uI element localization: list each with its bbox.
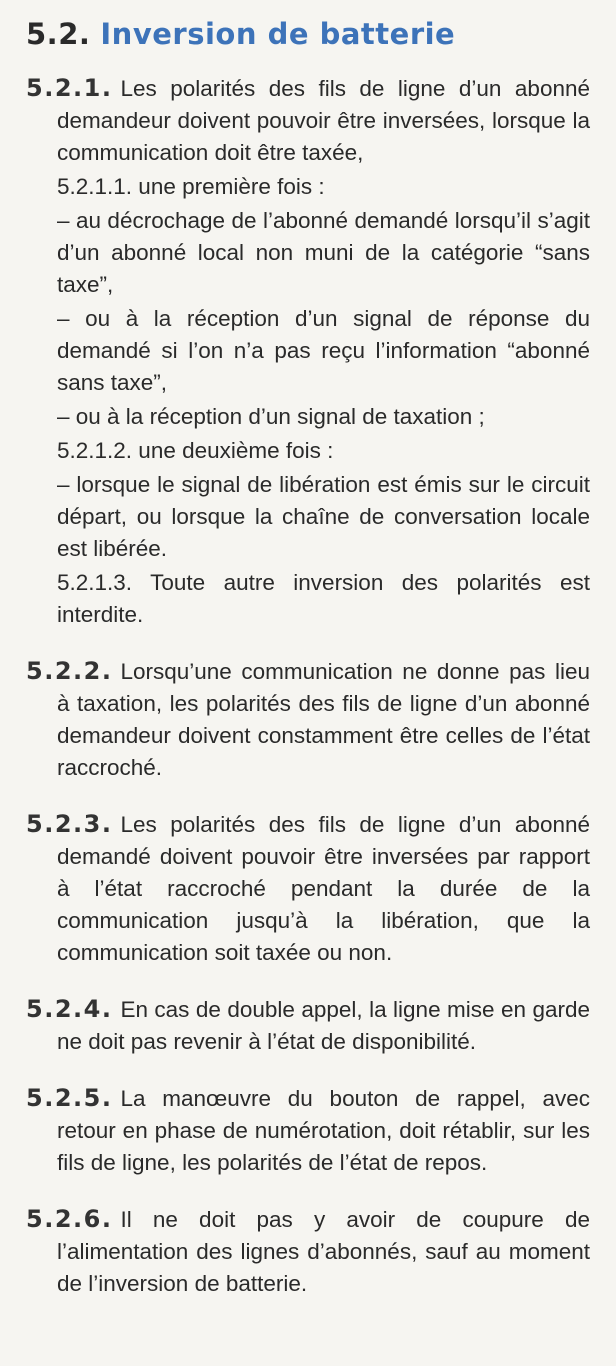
section-heading [26,14,590,54]
subsection-number: 5.2.5. [26,1084,113,1112]
subsection-5-2-6 [26,1203,590,1300]
sub-item: – au décrochage de l’abonné demandé lorsqu’il s’agit d’un abonné local non muni de la catégorie “sans taxe”, [57,208,590,297]
sub-item: 5.2.1.1. une première fois : [57,174,325,199]
sub-item: – ou à la réception d’un signal de réponse du demandé si l’on n’a pas reçu l’information “abonné sans taxe”, [57,306,590,395]
paragraph [26,72,590,169]
heading-title: Inversion de batterie [100,17,456,51]
sub-item: – lorsque le signal de libération est émis sur le circuit départ, ou lorsque la chaîne de conversation locale est libérée. [57,472,590,561]
paragraph [26,993,590,1058]
paragraph-text: Les polarités des fils de ligne d’un abonné demandé doivent pouvoir être inversées par rapport à l’état raccroché pendant la durée de la communication jusqu’à la libération, que la communication soit taxée ou non. [57,812,590,965]
sub-item: – ou à la réception d’un signal de taxation ; [57,404,485,429]
subsection-number: 5.2.4. [26,995,113,1023]
subsection-number: 5.2.2. [26,657,113,685]
paragraph [26,808,590,969]
paragraph-text: La manœuvre du bouton de rappel, avec retour en phase de numérotation, doit rétablir, sur les fils de ligne, les polarités de l’état de repos. [57,1086,590,1175]
paragraph-text: Lorsqu’une communication ne donne pas lieu à taxation, les polarités des fils de ligne d’un abonné demandeur doivent constamment être celles de l’état raccroché. [57,659,590,780]
paragraph [26,655,590,784]
paragraph-text: Les polarités des fils de ligne d’un abonné demandeur doivent pouvoir être inversées, lorsque la communication doit être taxée, [57,76,590,165]
subsection-number: 5.2.1. [26,74,113,102]
subsection-5-2-1 [26,72,590,631]
subsection-5-2-4 [26,993,590,1058]
sub-item: 5.2.1.2. une deuxième fois : [57,438,334,463]
subsection-5-2-2 [26,655,590,784]
paragraph-text: Il ne doit pas y avoir de coupure de l’alimentation des lignes d’abonnés, sauf au moment de l’inversion de batterie. [57,1207,590,1296]
paragraph [26,1203,590,1300]
heading-number: 5.2. [26,17,91,51]
subsection-5-2-3 [26,808,590,969]
paragraph [26,1082,590,1179]
sub-item: 5.2.1.3. Toute autre inversion des polarités est interdite. [57,570,590,627]
subsection-number: 5.2.3. [26,810,113,838]
subsection-number: 5.2.6. [26,1205,113,1233]
paragraph-text: En cas de double appel, la ligne mise en garde ne doit pas revenir à l’état de disponibilité. [57,997,590,1054]
subsection-5-2-5 [26,1082,590,1179]
